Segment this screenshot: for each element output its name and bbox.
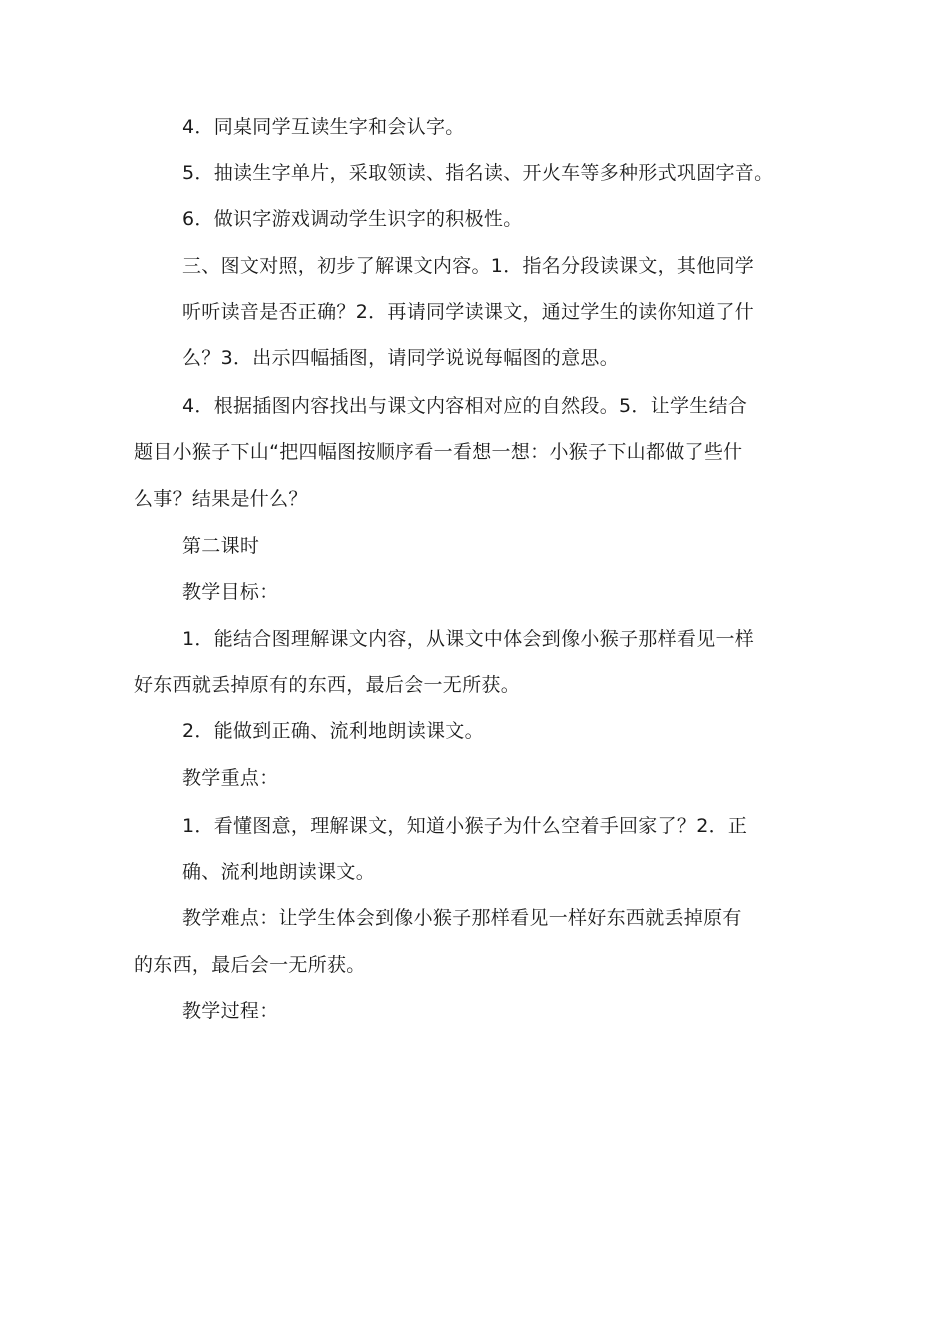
paragraph-line: 的东西，最后会一无所获。 [134, 954, 366, 976]
paragraph-line: 好东西就丢掉原有的东西，最后会一无所获。 [134, 674, 521, 696]
paragraph-line: 听听读音是否正确？2．再请同学读课文，通过学生的读你知道了什 [182, 301, 755, 323]
paragraph-line: 1．能结合图理解课文内容，从课文中体会到像小猴子那样看见一样 [182, 628, 755, 650]
section-heading: 第二课时 [182, 535, 260, 557]
paragraph-line: 4．根据插图内容找出与课文内容相对应的自然段。5．让学生结合 [182, 395, 748, 417]
paragraph-line: 教学难点：让学生体会到像小猴子那样看见一样好东西就丢掉原有 [182, 907, 742, 929]
section-heading: 教学过程： [182, 1000, 279, 1022]
paragraph-line: 么？3．出示四幅插图，请同学说说每幅图的意思。 [182, 347, 619, 369]
paragraph-line: 三、图文对照，初步了解课文内容。1．指名分段读课文，其他同学 [182, 255, 755, 277]
paragraph-line: 么事？结果是什么？ [134, 488, 308, 510]
paragraph-line: 6．做识字游戏调动学生识字的积极性。 [182, 208, 523, 230]
paragraph-line: 确、流利地朗读课文。 [182, 861, 376, 883]
paragraph-line: 5．抽读生字单片，采取领读、指名读、开火车等多种形式巩固字音。 [182, 162, 774, 184]
section-heading: 教学目标： [182, 581, 279, 603]
paragraph-line: 1．看懂图意，理解课文，知道小猴子为什么空着手回家了？2．正 [182, 815, 748, 837]
paragraph-line: 4．同桌同学互读生字和会认字。 [182, 116, 465, 138]
paragraph-line: 题目小猴子下山“把四幅图按顺序看一看想一想：小猴子下山都做了些什 [134, 441, 743, 463]
section-heading: 教学重点： [182, 767, 279, 789]
paragraph-line: 2．能做到正确、流利地朗读课文。 [182, 720, 484, 742]
